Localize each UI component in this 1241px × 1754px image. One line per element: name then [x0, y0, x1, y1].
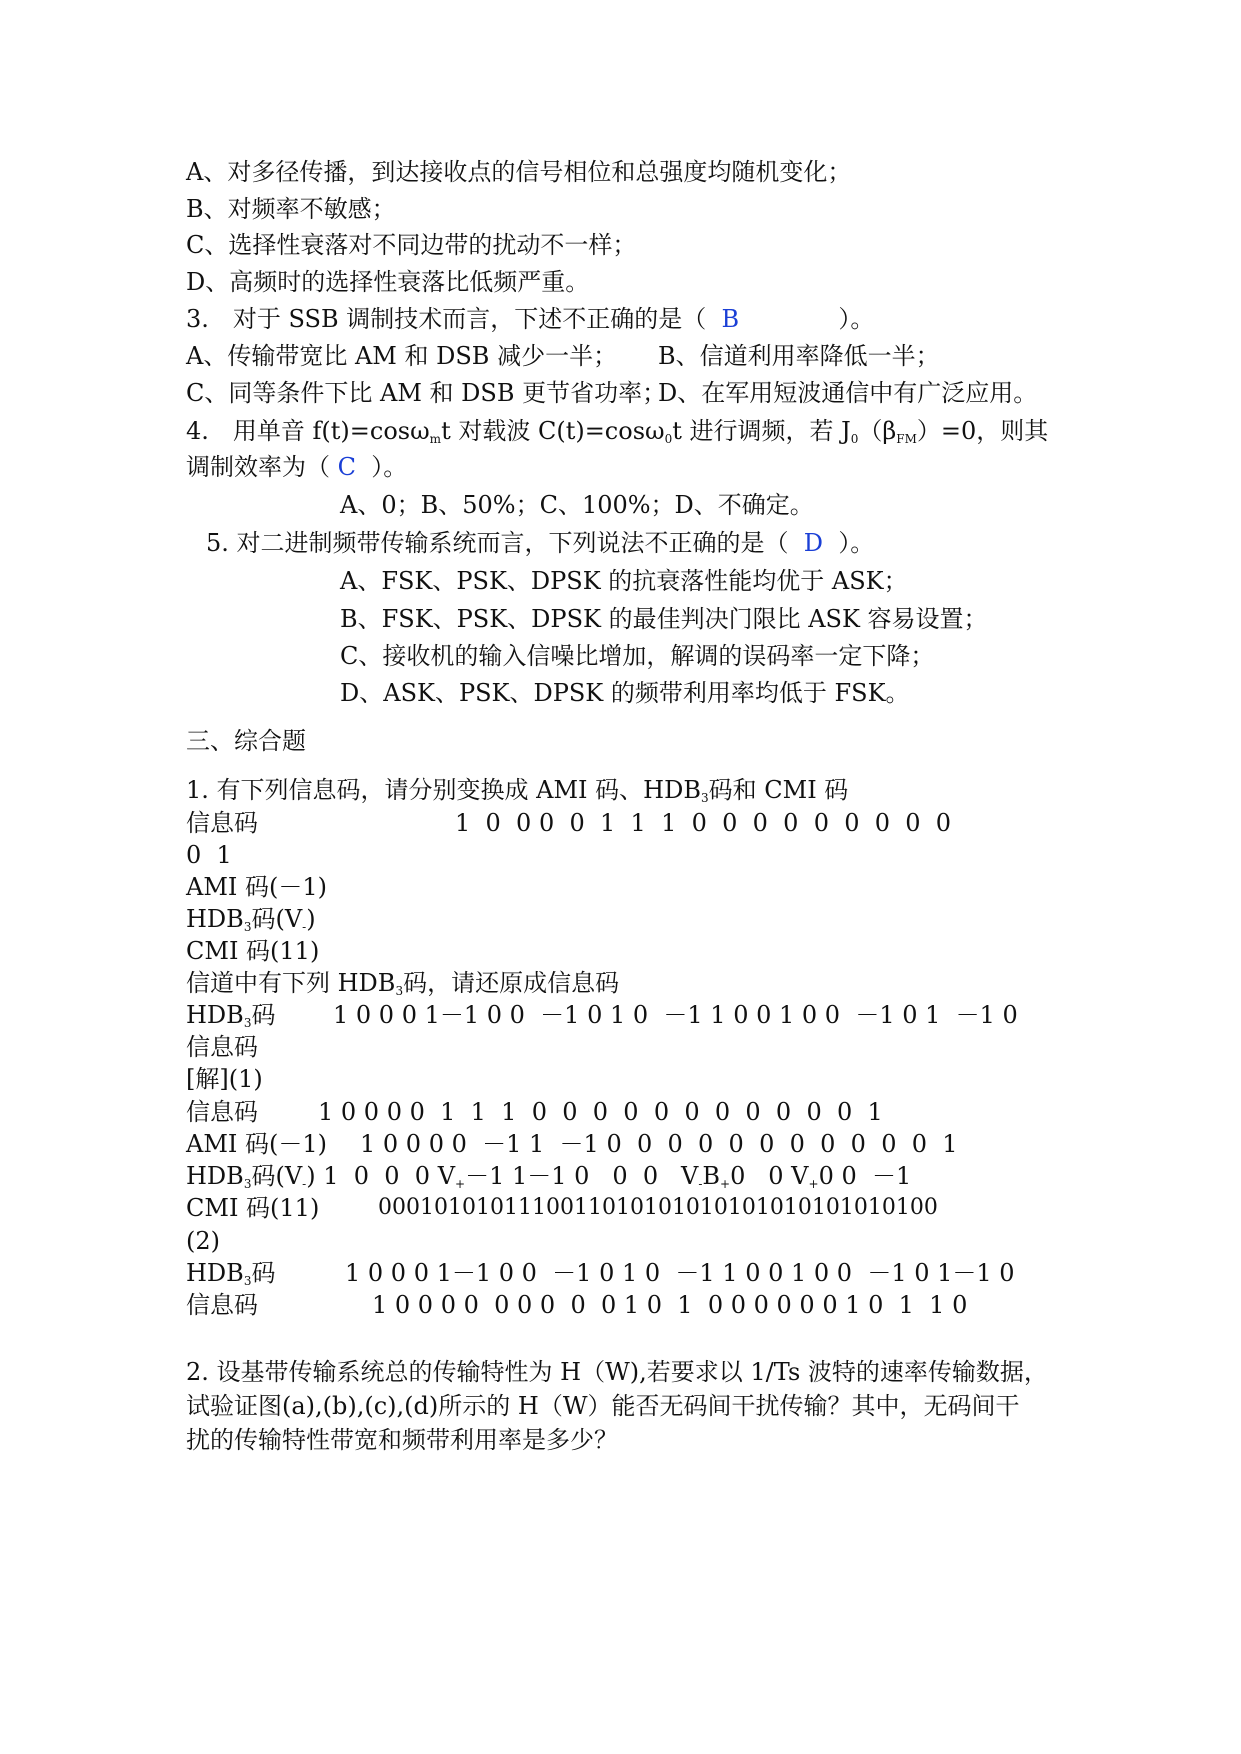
s3-q1-hdb-code-label: $HDB_3$码	[186, 1001, 276, 1030]
s3-q1-info-label-2: 信息码	[186, 1033, 258, 1061]
solution-ami-label: AMI 码(－1)	[186, 1130, 328, 1158]
solution-ami-bits: 1 0 0 0 0 －1 1 －1 0 0 0 0 0 0 0 0 0 0 0 1	[360, 1130, 958, 1158]
q5-option-a: A、FSK、PSK、DPSK 的抗衰落性能均优于 ASK；	[340, 567, 908, 595]
s3-q1-info-bits: 1 0 0 0 0 1 1 1 0 0 0 0 0 0 0 0 0	[455, 809, 952, 837]
solution-info2-bits: 1 0 0 0 0 0 0 0 0 0 1 0 1 0 0 0 0 0 0 1 0 1 1 0	[372, 1291, 968, 1319]
q4-options: A、0；B、50%；C、100%；D、不确定。	[340, 491, 814, 519]
q2-option-c: C、选择性衰落对不同边带的扰动不一样；	[186, 231, 637, 259]
q4-question-line2: 调制效率为（ C ）。	[186, 453, 408, 481]
s3-q2-line1: 2. 设基带传输系统总的传输特性为 H（W),若要求以 1/Ts 波特的速率传输数据，	[186, 1358, 1048, 1386]
s3-q1-info-label: 信息码	[186, 809, 258, 837]
section-heading: 三、综合题	[186, 727, 306, 755]
solution-header: [解](1)	[186, 1065, 263, 1093]
q3-question: 3. 对于 SSB 调制技术而言，下述不正确的是（ B ）。	[186, 305, 875, 333]
q5-answer: D	[803, 529, 824, 557]
q3-option-b: B、信道利用率降低一半；	[658, 342, 940, 370]
q3-option-d: D、在军用短波通信中有广泛应用。	[658, 379, 1038, 407]
solution-part2: (2)	[186, 1227, 220, 1255]
q2-option-b: B、对频率不敏感；	[186, 195, 396, 223]
q3-option-a: A、传输带宽比 AM 和 DSB 减少一半；	[186, 342, 618, 370]
solution-info2-label: 信息码	[186, 1291, 258, 1319]
solution-info-bits: 1 0 0 0 0 1 1 1 0 0 0 0 0 0 0 0 0 0 0 1	[318, 1098, 883, 1126]
s3-q2-line2: 试验证图(a),(b),(c),(d)所示的 H（W）能否无码间干扰传输？其中，无码间干	[186, 1392, 1020, 1420]
s3-q1-cmi-label: CMI 码(11)	[186, 937, 320, 965]
q2-option-a: A、对多径传播，到达接收点的信号相位和总强度均随机变化；	[186, 158, 852, 186]
s3-q2-line3: 扰的传输特性带宽和频带利用率是多少？	[186, 1426, 618, 1454]
q5-option-c: C、接收机的输入信噪比增加，解调的误码率一定下降；	[340, 642, 935, 670]
solution-hdb2-label: $HDB_3$码	[186, 1259, 276, 1288]
solution-cmi-label: CMI 码(11)	[186, 1194, 320, 1222]
s3-q1-ami-label: AMI 码(－1)	[186, 873, 328, 901]
q5-option-b: B、FSK、PSK、DPSK 的最佳判决门限比 ASK 容易设置；	[340, 605, 988, 633]
q3-answer: B	[721, 305, 740, 333]
q5-option-d: D、ASK、PSK、DPSK 的频带利用率均低于 FSK。	[340, 679, 910, 707]
solution-hdb-line: $HDB_3$码$(V_-)$ 1 0 0 0 $V_+-1$ 1－1 0 0 0 $V_-B_+0$ 0 $V_+0$ 0 －1	[186, 1162, 912, 1191]
q5-question: 5. 对二进制频带传输系统而言，下列说法不正确的是（ D ）。	[206, 529, 875, 557]
s3-q1-channel-prompt: 信道中有下列 $HDB_3$码，请还原成信息码	[186, 969, 620, 998]
s3-q1-hdb-code-bits: 1 0 0 0 1－1 0 0 －1 0 1 0 －1 1 0 0 1 0 0 －1 0 1 －1 0	[333, 1001, 1018, 1029]
solution-hdb2-bits: 1 0 0 0 1－1 0 0 －1 0 1 0 －1 1 0 0 1 0 0 －1 0 1－1 0	[345, 1259, 1015, 1287]
solution-info-label: 信息码	[186, 1098, 258, 1126]
solution-cmi-bits: 0001010101110011010101010101010101010100	[378, 1195, 938, 1220]
s3-q1-title: 1. 有下列信息码，请分别变换成 AMI 码、$HDB_3$码和 CMI 码	[186, 776, 849, 805]
q2-option-d: D、高频时的选择性衰落比低频严重。	[186, 268, 590, 296]
q4-answer: C	[337, 453, 357, 481]
q4-question-line1: 4. 用单音 f(t)=cosω$_m$t 对载波 C(t)=cosω$_0$t 进行调频，若 $J_0(\beta_{FM})=0$，则其	[186, 417, 1049, 446]
q3-option-c: C、同等条件下比 AM 和 DSB 更节省功率；	[186, 379, 667, 407]
s3-q1-hdb-label: $HDB_3$码$(V_-)$	[186, 905, 316, 934]
s3-q1-info-bits-cont: 0 1	[186, 841, 232, 869]
